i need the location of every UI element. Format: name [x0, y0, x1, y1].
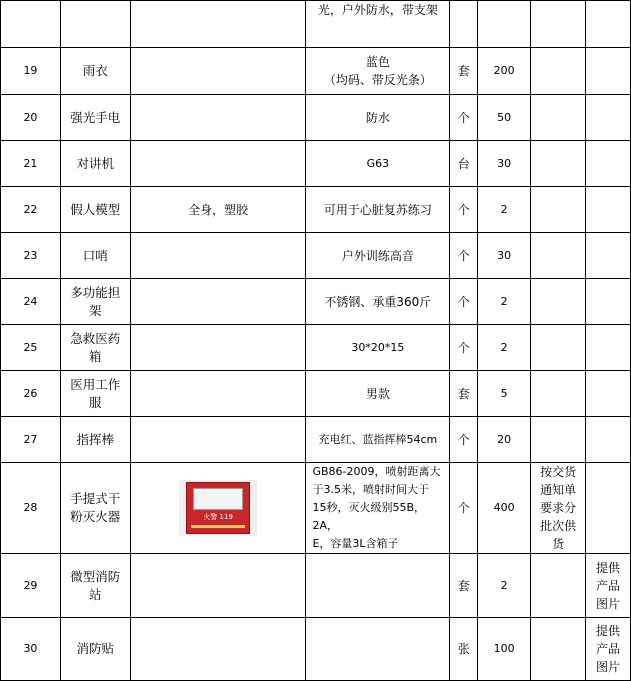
item-name	[60, 1, 130, 48]
item-name	[60, 371, 130, 417]
item-name: 对讲机	[60, 141, 130, 187]
table-row	[1, 371, 631, 417]
item-number: 30	[1, 618, 61, 681]
item-name-line: 箱	[89, 348, 102, 364]
table-row	[1, 279, 631, 325]
item-number: 27	[1, 417, 61, 463]
delivery-cell	[531, 48, 586, 95]
item-note	[586, 554, 631, 618]
item-unit: 个	[450, 187, 478, 233]
item-spec: 充电红、蓝指挥棒54cm	[306, 417, 450, 463]
item-name-line: 粉灭火器	[70, 509, 121, 524]
table-row	[1, 618, 631, 681]
item-note	[586, 233, 631, 279]
item-name-line: 多功能担	[70, 284, 121, 300]
item-spec: 男款	[306, 371, 450, 417]
item-description	[130, 279, 306, 325]
item-quantity: 2	[478, 325, 531, 371]
cabinet-strip	[191, 525, 245, 528]
item-number: 20	[1, 95, 61, 141]
item-description	[130, 371, 306, 417]
table-row	[1, 95, 631, 141]
item-note	[586, 48, 631, 95]
note-line: 提供	[596, 624, 621, 638]
item-quantity: 5	[478, 371, 531, 417]
spec-line: 蓝色	[365, 55, 390, 69]
item-name-line: 站	[89, 586, 102, 602]
note-line: 提供	[596, 560, 621, 575]
delivery-line: 要求分	[540, 501, 577, 515]
item-description	[130, 417, 306, 463]
spec-line: E，容量3L含箱子	[312, 537, 399, 550]
item-name-line: 服	[89, 394, 102, 410]
table-row	[1, 187, 631, 233]
item-number: 19	[1, 48, 61, 95]
delivery-cell	[531, 1, 586, 48]
item-quantity: 2	[478, 187, 531, 233]
spec-line: GB86-2009，喷射距离大	[312, 465, 441, 478]
item-unit: 个	[450, 233, 478, 279]
item-name-line: 微型消防	[70, 568, 121, 584]
item-name: 指挥棒	[60, 417, 130, 463]
item-quantity	[478, 1, 531, 48]
item-description	[130, 95, 306, 141]
item-number	[1, 1, 61, 48]
delivery-line: 批次供	[540, 519, 577, 533]
item-quantity: 2	[478, 554, 531, 618]
table-row	[1, 417, 631, 463]
spec-line: 于3.5米，喷射时间大于	[312, 483, 429, 496]
item-name: 强光手电	[60, 95, 130, 141]
item-number: 23	[1, 233, 61, 279]
item-number: 21	[1, 141, 61, 187]
item-number: 28	[1, 463, 61, 554]
item-quantity: 20	[478, 417, 531, 463]
item-spec	[306, 463, 450, 554]
item-number: 25	[1, 325, 61, 371]
note-line: 图片	[596, 596, 621, 611]
item-spec: 30*20*15	[306, 325, 450, 371]
item-spec: 可用于心脏复苏练习	[306, 187, 450, 233]
extinguisher-cabinet	[186, 482, 250, 534]
item-name-line: 急救医药	[70, 330, 121, 346]
delivery-cell	[531, 95, 586, 141]
item-name-line: 架	[89, 302, 102, 318]
table-row	[1, 233, 631, 279]
cabinet-label: 火警 119	[203, 513, 233, 521]
delivery-cell	[531, 618, 586, 681]
item-quantity: 400	[478, 463, 531, 554]
item-name-line: 医用工作	[70, 376, 121, 392]
item-note	[586, 1, 631, 48]
item-unit: 个	[450, 325, 478, 371]
item-description	[130, 233, 306, 279]
item-description	[130, 141, 306, 187]
item-number: 24	[1, 279, 61, 325]
item-spec: 防水	[306, 95, 450, 141]
item-description	[130, 48, 306, 95]
item-unit: 个	[450, 279, 478, 325]
item-name	[60, 463, 130, 554]
delivery-line: 通知单	[540, 483, 577, 497]
table-row	[1, 554, 631, 618]
item-unit: 套	[450, 48, 478, 95]
item-name	[60, 325, 130, 371]
note-line: 产品	[596, 578, 621, 593]
delivery-cell	[531, 233, 586, 279]
fire-extinguisher-box-image	[179, 480, 257, 536]
item-description	[130, 1, 306, 48]
item-note	[586, 371, 631, 417]
item-number: 29	[1, 554, 61, 618]
item-description: 全身，塑胶	[130, 187, 306, 233]
item-quantity: 50	[478, 95, 531, 141]
item-spec: 光，户外防水，带支架	[306, 1, 450, 48]
item-name	[60, 554, 130, 618]
table-row	[1, 463, 631, 554]
delivery-line: 按交货	[540, 465, 577, 479]
item-note	[586, 417, 631, 463]
item-number: 22	[1, 187, 61, 233]
item-note	[586, 279, 631, 325]
item-quantity: 30	[478, 233, 531, 279]
item-spec: 不锈钢、承重360斤	[306, 279, 450, 325]
item-description	[130, 618, 306, 681]
table-row	[1, 1, 631, 48]
item-quantity: 100	[478, 618, 531, 681]
item-description	[130, 463, 306, 554]
item-note	[586, 325, 631, 371]
item-unit: 个	[450, 95, 478, 141]
delivery-line: 货	[552, 537, 565, 551]
item-spec	[306, 48, 450, 95]
table-row	[1, 48, 631, 95]
cabinet-window	[193, 488, 243, 510]
item-name-line: 手提式干	[70, 491, 121, 506]
item-name	[60, 279, 130, 325]
item-note	[586, 95, 631, 141]
item-name: 假人模型	[60, 187, 130, 233]
item-description	[130, 325, 306, 371]
note-line: 产品	[596, 642, 621, 656]
item-unit: 个	[450, 417, 478, 463]
item-quantity: 200	[478, 48, 531, 95]
table-row	[1, 141, 631, 187]
item-unit: 套	[450, 371, 478, 417]
delivery-cell	[531, 187, 586, 233]
spec-line: 15秒，灭火级别55B，2A，	[312, 501, 426, 532]
delivery-cell	[531, 279, 586, 325]
item-name: 消防贴	[60, 618, 130, 681]
delivery-cell	[531, 141, 586, 187]
item-spec	[306, 618, 450, 681]
item-spec: G63	[306, 141, 450, 187]
item-unit: 张	[450, 618, 478, 681]
item-name: 雨衣	[60, 48, 130, 95]
delivery-cell	[531, 554, 586, 618]
item-quantity: 2	[478, 279, 531, 325]
table-row	[1, 325, 631, 371]
item-note	[586, 618, 631, 681]
item-description	[130, 554, 306, 618]
item-note	[586, 463, 631, 554]
delivery-cell	[531, 417, 586, 463]
item-unit: 台	[450, 141, 478, 187]
item-quantity: 30	[478, 141, 531, 187]
delivery-cell	[531, 371, 586, 417]
item-spec: 户外训练高音	[306, 233, 450, 279]
item-note	[586, 187, 631, 233]
item-number: 26	[1, 371, 61, 417]
item-unit: 套	[450, 554, 478, 618]
item-unit: 个	[450, 463, 478, 554]
spec-line: （均码、带反光条）	[323, 73, 432, 87]
note-line: 图片	[596, 660, 621, 674]
delivery-note	[531, 463, 586, 554]
item-spec	[306, 554, 450, 618]
delivery-cell	[531, 325, 586, 371]
item-name: 口哨	[60, 233, 130, 279]
item-note	[586, 141, 631, 187]
item-unit	[450, 1, 478, 48]
